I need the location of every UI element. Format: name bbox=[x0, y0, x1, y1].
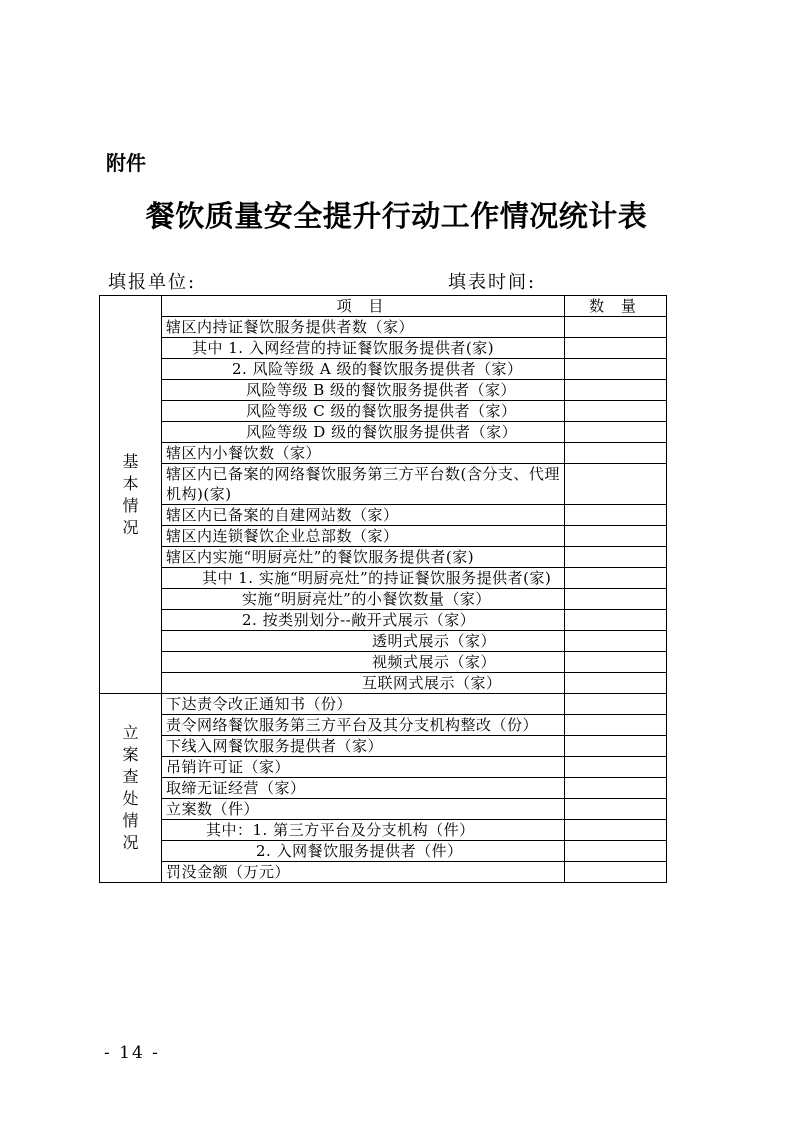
table-row bbox=[100, 841, 667, 862]
table-row bbox=[100, 820, 667, 841]
row-label: 其中：1. 第三方平台及分支机构（件） bbox=[162, 820, 565, 841]
row-label: 2. 风险等级 A 级的餐饮服务提供者（家） bbox=[162, 359, 565, 380]
quantity-cell[interactable] bbox=[565, 317, 667, 338]
quantity-cell[interactable] bbox=[565, 694, 667, 715]
quantity-cell[interactable] bbox=[565, 401, 667, 422]
row-label: 辖区内连锁餐饮企业总部数（家） bbox=[162, 526, 565, 547]
quantity-cell[interactable] bbox=[565, 443, 667, 464]
table-header-row bbox=[100, 296, 667, 317]
row-label: 辖区内小餐饮数（家） bbox=[162, 443, 565, 464]
row-label: 辖区内持证餐饮服务提供者数（家） bbox=[162, 317, 565, 338]
row-label: 罚没金额（万元） bbox=[162, 862, 565, 883]
table-row bbox=[100, 799, 667, 820]
table-row bbox=[100, 631, 667, 652]
row-label: 吊销许可证（家） bbox=[162, 757, 565, 778]
attachment-label: 附件 bbox=[106, 151, 146, 175]
row-label: 辖区内实施“明厨亮灶”的餐饮服务提供者(家) bbox=[162, 547, 565, 568]
quantity-cell[interactable] bbox=[565, 464, 667, 505]
row-label: 视频式展示（家） bbox=[162, 652, 565, 673]
quantity-cell[interactable] bbox=[565, 610, 667, 631]
quantity-cell[interactable] bbox=[565, 422, 667, 443]
quantity-cell[interactable] bbox=[565, 778, 667, 799]
quantity-cell[interactable] bbox=[565, 380, 667, 401]
quantity-cell[interactable] bbox=[565, 736, 667, 757]
row-label: 取缔无证经营（家） bbox=[162, 778, 565, 799]
table-row bbox=[100, 862, 667, 883]
quantity-cell[interactable] bbox=[565, 652, 667, 673]
table-row bbox=[100, 443, 667, 464]
table-row bbox=[100, 715, 667, 736]
quantity-cell[interactable] bbox=[565, 841, 667, 862]
row-label: 风险等级 B 级的餐饮服务提供者（家） bbox=[162, 380, 565, 401]
row-label: 辖区内已备案的网络餐饮服务第三方平台数(含分支、代理机构)(家) bbox=[162, 464, 565, 505]
row-label: 下达责令改正通知书（份） bbox=[162, 694, 565, 715]
column-header-item: 项 目 bbox=[162, 296, 565, 317]
quantity-cell[interactable] bbox=[565, 526, 667, 547]
section-basic-label: 基本情况 bbox=[122, 451, 139, 537]
row-label: 责令网络餐饮服务第三方平台及其分支机构整改（份） bbox=[162, 715, 565, 736]
row-label: 下线入网餐饮服务提供者（家） bbox=[162, 736, 565, 757]
table-row bbox=[100, 568, 667, 589]
table-row bbox=[100, 317, 667, 338]
table-row bbox=[100, 422, 667, 443]
document-title: 餐饮质量安全提升行动工作情况统计表 bbox=[145, 199, 648, 233]
table-row bbox=[100, 778, 667, 799]
quantity-cell[interactable] bbox=[565, 715, 667, 736]
row-label: 透明式展示（家） bbox=[162, 631, 565, 652]
table-row bbox=[100, 401, 667, 422]
quantity-cell[interactable] bbox=[565, 862, 667, 883]
table-row bbox=[100, 338, 667, 359]
statistics-table bbox=[99, 295, 667, 883]
table-row bbox=[100, 673, 667, 694]
fill-time-label: 填表时间: bbox=[448, 272, 537, 293]
quantity-cell[interactable] bbox=[565, 359, 667, 380]
section-basic-cell bbox=[100, 296, 162, 694]
section-case-label: 立案查处情况 bbox=[122, 723, 139, 852]
row-label: 风险等级 C 级的餐饮服务提供者（家） bbox=[162, 401, 565, 422]
table-row bbox=[100, 589, 667, 610]
table-row bbox=[100, 505, 667, 526]
quantity-cell[interactable] bbox=[565, 757, 667, 778]
quantity-cell[interactable] bbox=[565, 673, 667, 694]
row-label: 2. 入网餐饮服务提供者（件） bbox=[162, 841, 565, 862]
quantity-cell[interactable] bbox=[565, 568, 667, 589]
page-number: - 14 - bbox=[104, 1043, 160, 1063]
quantity-cell[interactable] bbox=[565, 505, 667, 526]
quantity-cell[interactable] bbox=[565, 589, 667, 610]
table-row bbox=[100, 526, 667, 547]
table-row bbox=[100, 736, 667, 757]
table-row bbox=[100, 547, 667, 568]
row-label: 辖区内已备案的自建网站数（家） bbox=[162, 505, 565, 526]
section-case-cell bbox=[100, 694, 162, 883]
quantity-cell[interactable] bbox=[565, 547, 667, 568]
table-row bbox=[100, 652, 667, 673]
table-row bbox=[100, 380, 667, 401]
quantity-cell[interactable] bbox=[565, 338, 667, 359]
fill-unit-label: 填报单位: bbox=[108, 272, 197, 293]
table-row bbox=[100, 757, 667, 778]
row-label: 风险等级 D 级的餐饮服务提供者（家） bbox=[162, 422, 565, 443]
table-row bbox=[100, 464, 667, 505]
column-header-quantity: 数 量 bbox=[565, 296, 667, 317]
row-label: 互联网式展示（家） bbox=[162, 673, 565, 694]
row-label: 2. 按类别划分--敞开式展示（家） bbox=[162, 610, 565, 631]
row-label: 实施“明厨亮灶”的小餐饮数量（家） bbox=[162, 589, 565, 610]
quantity-cell[interactable] bbox=[565, 799, 667, 820]
table-row bbox=[100, 359, 667, 380]
row-label: 立案数（件） bbox=[162, 799, 565, 820]
table-row bbox=[100, 610, 667, 631]
quantity-cell[interactable] bbox=[565, 820, 667, 841]
table-row bbox=[100, 694, 667, 715]
row-label: 其中 1. 入网经营的持证餐饮服务提供者(家) bbox=[162, 338, 565, 359]
row-label: 其中 1. 实施“明厨亮灶”的持证餐饮服务提供者(家) bbox=[162, 568, 565, 589]
quantity-cell[interactable] bbox=[565, 631, 667, 652]
